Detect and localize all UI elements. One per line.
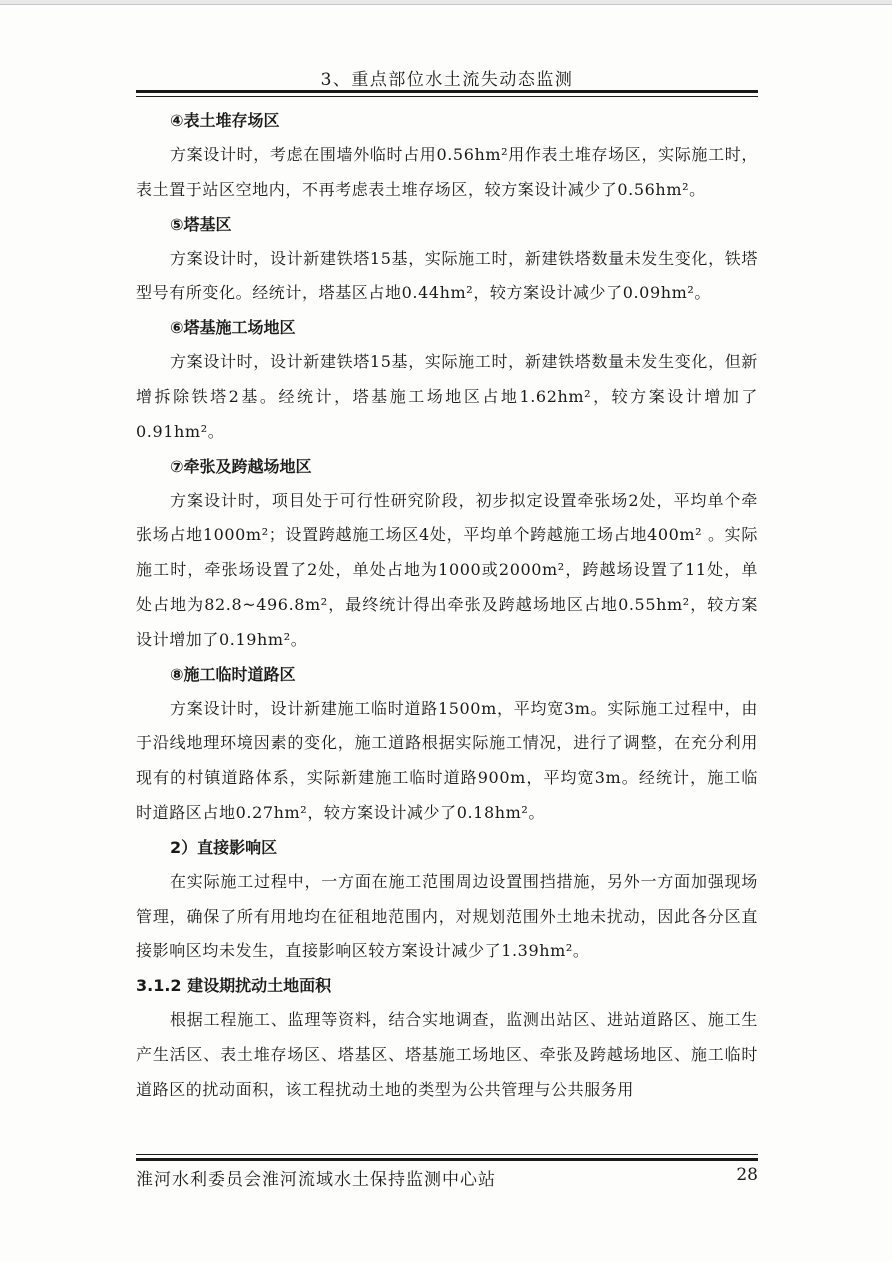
footer-rule-thick: [136, 1158, 758, 1161]
paragraph-direct-impact: 在实际施工过程中，一方面在施工范围周边设置围挡措施，另外一方面加强现场管理，确保了所有用地均在征租地范围内，对规划范围外土地未扰动，因此各分区直接影响区均未发生，直接影响区较方案设计减少了1.39hm²。: [136, 871, 758, 961]
running-header-title: 3、重点部位水土流失动态监测: [320, 70, 574, 90]
footer-rule-thin: [136, 1154, 758, 1155]
paragraph-tower-construction-site: 方案设计时，设计新建铁塔15基，实际施工时，新建铁塔数量未发生变化，但新增拆除铁塔2基。经统计，塔基施工场地区占地1.62hm²，较方案设计增加了0.91hm²。: [136, 352, 758, 441]
section-heading-tower-construction-site: ⑥塔基施工场地区: [170, 318, 296, 338]
section-heading-disturbed-land-area: 3.1.2 建设期扰动土地面积: [136, 976, 332, 996]
footer-organization: 淮河水利委员会淮河流域水土保持监测中心站: [136, 1170, 496, 1190]
paragraph-tension-crossing-site: 方案设计时，项目处于可行性研究阶段，初步拟定设置牵张场2处，平均单个牵张场占地1000m²；设置跨越施工场区4处，平均单个跨越施工场占地400m² 。实际施工时，牵张场设置了2处，单处占地为1000或2000m²，跨越场设置了11处，单处占地为82.8~496.8m²，最终统计得出牵张及跨越场地区占地0.55hm²，较方案设计增加了0.19hm²。: [136, 490, 758, 649]
page-top-edge: [0, 0, 892, 5]
section-heading-tension-crossing-site: ⑦牵张及跨越场地区: [170, 456, 312, 476]
page-body: [136, 104, 758, 1108]
section-heading-tower-base: ⑤塔基区: [170, 214, 232, 234]
paragraph-temporary-road: 方案设计时，设计新建施工临时道路1500m，平均宽3m。实际施工过程中，由于沿线地理环境因素的变化，施工道路根据实际施工情况，进行了调整，在充分利用现有的村镇道路体系，实际新建施工临时道路900m，平均宽3m。经统计，施工临时道路区占地0.27hm²，较方案设计减少了0.18hm²。: [136, 698, 758, 822]
section-heading-temporary-road: ⑧施工临时道路区: [170, 664, 296, 684]
section-heading-topsoil-storage: ④表土堆存场区: [170, 111, 280, 130]
paragraph-disturbed-land-area: 根据工程施工、监理等资料，结合实地调查，监测出站区、进站道路区、施工生产生活区、表土堆存场区、塔基区、塔基施工场地区、牵张及跨越场地区、施工临时道路区的扰动面积，该工程扰动土地的类型为公共管理与公共服务用: [136, 1010, 758, 1099]
paragraph-tower-base: 方案设计时，设计新建铁塔15基，实际施工时，新建铁塔数量未发生变化，铁塔型号有所变化。经统计，塔基区占地0.44hm²，较方案设计减少了0.09hm²。: [136, 248, 758, 303]
section-heading-direct-impact: 2）直接影响区: [170, 837, 278, 857]
page-number: 28: [736, 1165, 758, 1185]
header-rule-thick: [136, 90, 758, 93]
header-rule-thin: [136, 96, 758, 97]
paragraph-topsoil-storage: 方案设计时，考虑在围墙外临时占用0.56hm²用作表土堆存场区，实际施工时，表土置于站区空地内，不再考虑表土堆存场区，较方案设计减少了0.56hm²。: [136, 145, 758, 199]
